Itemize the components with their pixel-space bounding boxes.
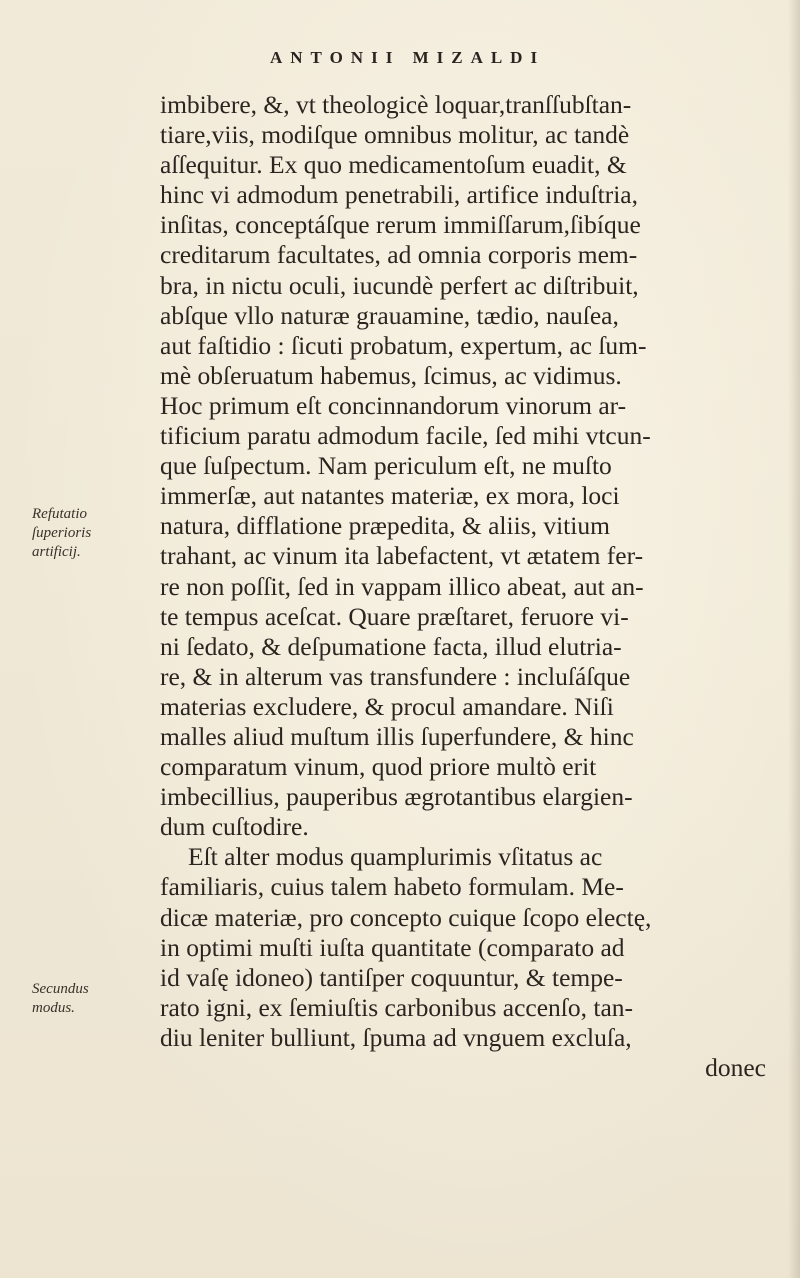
text-line: Hoc primum eſt concinnandorum vinorum ar- (160, 390, 627, 420)
text-line: imbibere, &, vt theologicè loquar,tranſſubſtan- (160, 90, 632, 119)
body-text (160, 90, 772, 1083)
text-line: in optimi muſti iuſta quantitate (comparato ad (160, 932, 625, 962)
text-line: abſque vllo naturæ grauamine, tædio, nauſea, (160, 300, 619, 330)
text-line: creditarum facultates, ad omnia corporis mem- (160, 240, 638, 270)
margin-note-line: ſuperioris (32, 525, 92, 541)
text-line: inſitas, conceptáſque rerum immiſſarum,ſibíque (160, 210, 641, 240)
text-line: tiare,viis, modiſque omnibus molitur, ac tandè (160, 120, 630, 150)
text-line: id vaſę idoneo) tantiſper coquuntur, & tempe- (160, 962, 623, 992)
text-line: imbecillius, pauperibus ægrotantibus elargien- (160, 782, 633, 812)
text-line: malles aliud muſtum illis ſuperfundere, & hinc (160, 721, 634, 751)
text-line: familiaris, cuius talem habeto formulam. Me- (160, 872, 624, 902)
text-line: dum cuſtodire. (160, 812, 309, 842)
text-line: re non poſſit, ſed in vappam illico abeat, aut an- (160, 571, 644, 601)
margin-note-line: Refutatio (32, 506, 87, 522)
text-line: mè obſeruatum habemus, ſcimus, ac vidimus. (160, 360, 622, 390)
text-line: bra, in nictu oculi, iucundè perfert ac diſtribuit, (160, 270, 639, 300)
text-line: trahant, ac vinum ita labefactent, vt ætatem fer- (160, 541, 644, 571)
text-line: hinc vi admodum penetrabili, artifice induſtria, (160, 180, 638, 210)
running-head: ANTONII MIZALDI (270, 48, 546, 67)
text-line: aut faſtidio : ſicuti probatum, expertum, ac ſum- (160, 330, 647, 360)
margin-note-line: modus. (32, 1000, 75, 1016)
page-fold-shadow (788, 0, 800, 1278)
text-line: re, & in alterum vas transfundere : incluſáſque (160, 661, 631, 691)
text-line: Eſt alter modus quamplurimis vſitatus ac (188, 842, 603, 872)
text-line: immerſæ, aut natantes materiæ, ex mora, loci (160, 481, 620, 511)
text-line: natura, difflatione præpedita, & aliis, vitium (160, 511, 610, 541)
margin-note-line: Secundus (32, 981, 89, 997)
text-line: te tempus aceſcat. Quare præſtaret, feruore vi- (160, 601, 629, 631)
margin-note-line: artificij. (32, 544, 81, 560)
text-line: materias excludere, & procul amandare. Niſi (160, 691, 614, 721)
text-line: tificium paratu admodum facile, ſed mihi vtcun- (160, 421, 651, 451)
text-line: ni ſedato, & deſpumatione facta, illud elutria- (160, 631, 622, 661)
text-line: comparatum vinum, quod priore multò erit (160, 752, 597, 782)
catchword: donec (705, 1053, 766, 1082)
margin-note-refutatio (32, 505, 152, 562)
margin-note-secundus (32, 980, 152, 1018)
text-line: aſſequitur. Ex quo medicamentoſum euadit, & (160, 150, 627, 180)
text-line: diu leniter bulliunt, ſpuma ad vnguem excluſa, (160, 1022, 632, 1052)
text-line: rato igni, ex ſemiuſtis carbonibus accenſo, tan- (160, 992, 634, 1022)
text-line: dicæ materiæ, pro concepto cuique ſcopo electę, (160, 902, 652, 932)
text-line: que ſuſpectum. Nam periculum eſt, ne muſto (160, 451, 612, 481)
